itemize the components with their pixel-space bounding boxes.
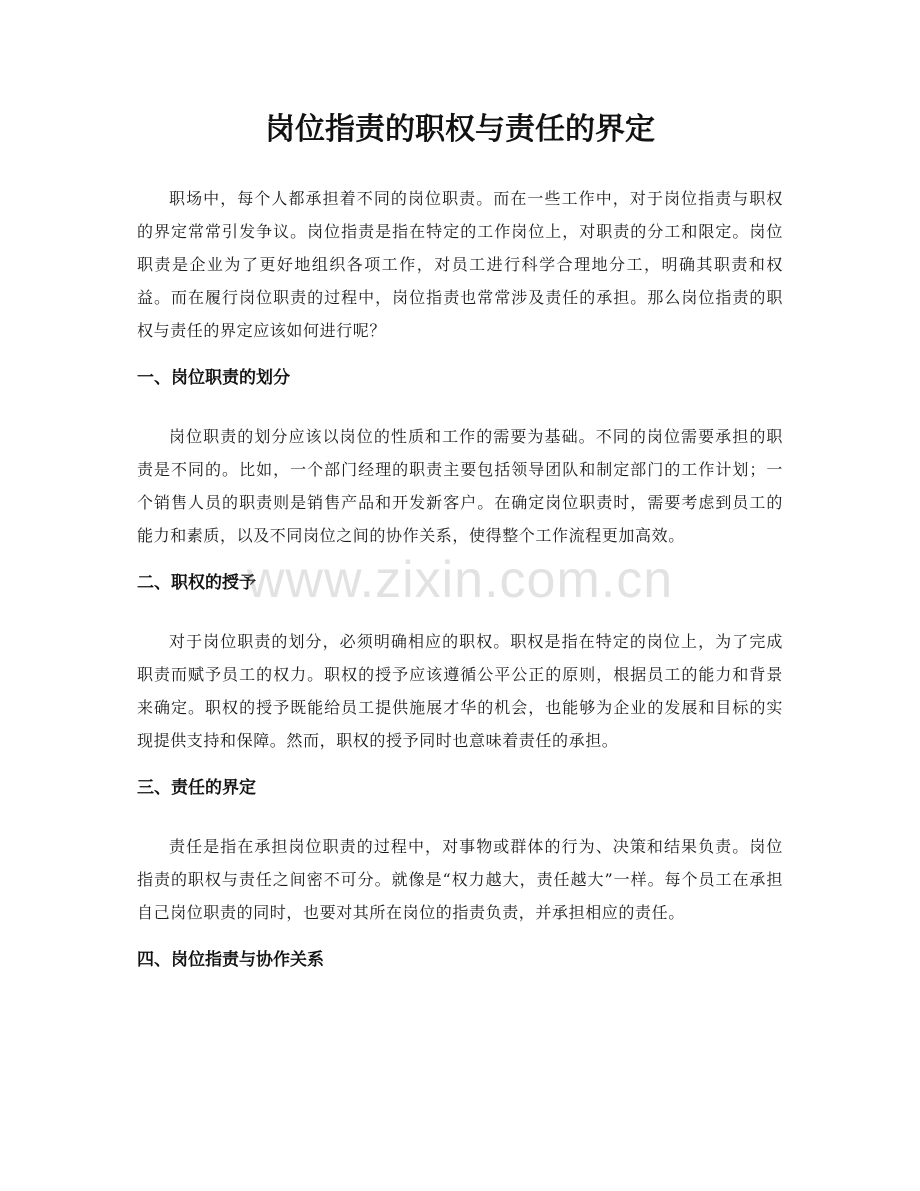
spacer xyxy=(137,552,783,571)
section-heading-2: 二、职权的授予 xyxy=(137,573,256,593)
intro-paragraph: 职场中，每个人都承担着不同的岗位职责。而在一些工作中，对于岗位指责与职权的界定常常引发争议。岗位指责是指在特定的工作岗位上，对职责的分工和限定。岗位职责是企业为了更好地组织各项工作，对员工进行科学合理地分工，明确其职责和权益。而在履行岗位职责的过程中，岗位指责也常常涉及责任的承担。那么岗位指责的职权与责任的界定应该如何进行呢？ xyxy=(137,189,783,340)
document-body xyxy=(137,182,783,972)
spacer xyxy=(137,595,783,625)
spacer xyxy=(137,347,783,366)
spacer xyxy=(137,757,783,776)
spacer xyxy=(137,929,783,948)
section-heading-4: 四、岗位指责与协作关系 xyxy=(137,950,324,970)
section-paragraph-3: 责任是指在承担岗位职责的过程中，对事物或群体的行为、决策和结果负责。岗位指责的职权与责任之间密不可分。就像是“权力越大，责任越大”一样。每个员工在承担自己岗位职责的同时，也要对其所在岗位的指责负责，并承担相应的责任。 xyxy=(137,837,783,922)
section-paragraph-2: 对于岗位职责的划分，必须明确相应的职权。职权是指在特定的岗位上，为了完成职责而赋予员工的权力。职权的授予应该遵循公平公正的原则，根据员工的能力和背景来确定。职权的授予既能给员工提供施展才华的机会，也能够为企业的发展和目标的实现提供支持和保障。然而，职权的授予同时也意味着责任的承担。 xyxy=(137,632,783,750)
section-heading-3: 三、责任的界定 xyxy=(137,778,256,798)
spacer xyxy=(137,800,783,830)
watermark-text: www.zixin.com.cn xyxy=(246,551,674,609)
document-title: 岗位指责的职权与责任的界定 xyxy=(265,112,655,147)
spacer xyxy=(137,390,783,420)
section-heading-1: 一、岗位职责的划分 xyxy=(137,368,290,388)
section-paragraph-1: 岗位职责的划分应该以岗位的性质和工作的需要为基础。不同的岗位需要承担的职责是不同的。比如，一个部门经理的职责主要包括领导团队和制定部门的工作计划；一个销售人员的职责则是销售产品和开发新客户。在确定岗位职责时，需要考虑到员工的能力和素质，以及不同岗位之间的协作关系，使得整个工作流程更加高效。 xyxy=(137,427,783,545)
